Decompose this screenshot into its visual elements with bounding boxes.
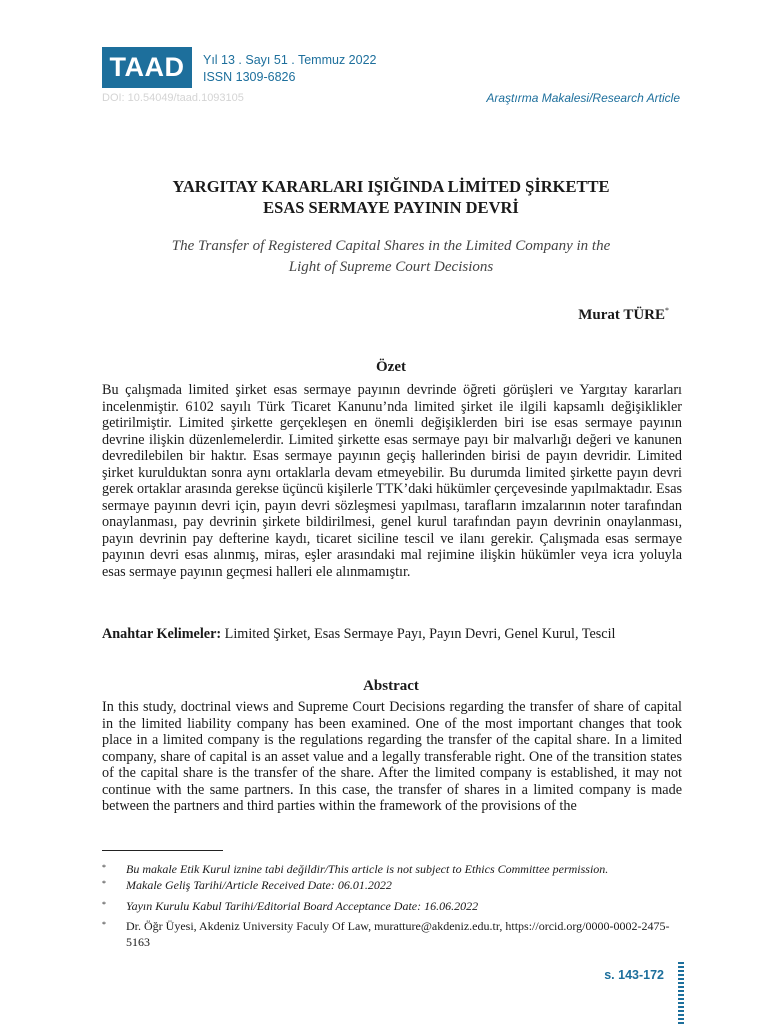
keywords-list: Limited Şirket, Esas Sermaye Payı, Payın Devri, Genel Kurul, Tescil xyxy=(224,626,616,642)
title-tr-line-1: YARGITAY KARARLARI IŞIĞINDA LİMİTED ŞİRKETTE xyxy=(172,177,610,196)
footnote-separator xyxy=(102,850,223,851)
title-turkish xyxy=(102,176,680,218)
footnote-accepted: * Yayın Kurulu Kabul Tarihi/Editorial Board Acceptance Date: 16.06.2022 xyxy=(102,899,479,913)
author-footnote-mark: * xyxy=(665,306,669,315)
issue-line: Yıl 13 . Sayı 51 . Temmuz 2022 xyxy=(203,53,377,67)
ozet-text: Bu çalışmada limited şirket esas sermaye payının devrinde öğreti görüşleri ve Yargıtay kararları incelenmiştir. 6102 sayılı Türk Ticaret Kanunu’nda limited şirket ile ilgili kapsamlı değişiklikler getirilmiştir. Limited şirkette gerçekleşen en önemli değişiklerden biri ise esas sermaye payının devrine ilişkin düzenlemelerdir. Limited şirkette esas sermaye payı bir malvarlığı değeri ve kanunen devredilebilen bir haktır. Esas sermaye payının geçiş hallerinden birisi de payın devridir. Limited şirket kurulduktan sonra aynı ortaklarla devam etmeyebilir. Bu durumda limited şirkette payın devri gerek ortaklar arasında gerekse üçüncü kişilerle TTK’daki hükümler çerçevesinde yapılmaktadır. Esas sermaye payının devri için, payın devri sözleşmesi yapılması, tarafların imzalarının noter tarafından onaylanması, pay devrinin şirkete bildirilmesi, genel kurul tarafından payın devrinin onaylanması, payın devrinin pay defterine kaydı, ticaret siciline tescil ve ilanı gerekir. Çalışmada esas sermaye payının devri esas alınmış, miras, eşler arasındaki mal rejimine ilişkin hükümler veya icra yoluyla esas sermaye payının geçmesi halleri ele alınmamıştır. xyxy=(102,382,683,580)
author xyxy=(578,306,669,324)
abstract-text: In this study, doctrinal views and Supreme Court Decisions regarding the transfer of share of capital in the limited liability company has been examined. One of the most important changes that took place in a limited company is the regulations regarding the transfer of the capital share. In a limited company, share of capital is an asset value and a legally transferable right. One of the transition states of the capital share is the transfer of the share. After the limited company is established, it may not continue with the same partners. In this case, the transfer of shares in a limited company is made between the partners and third parties within the framework of the provisions of the xyxy=(102,699,682,814)
title-en-line-1: The Transfer of Registered Capital Shares in the Limited Company in the xyxy=(171,238,611,254)
title-tr-line-2: ESAS SERMAYE PAYININ DEVRİ xyxy=(263,198,519,217)
title-en-line-2: Light of Supreme Court Decisions xyxy=(288,259,494,275)
title-english xyxy=(102,236,680,278)
page-edge-decoration xyxy=(678,962,684,1024)
article-type: Araştırma Makalesi/Research Article xyxy=(486,91,680,105)
keywords-label: Anahtar Kelimeler: xyxy=(102,626,222,642)
issn: ISSN 1309-6826 xyxy=(203,70,296,84)
author-name: Murat TÜRE xyxy=(578,307,665,323)
issue-info xyxy=(203,52,376,86)
journal-logo: TAAD xyxy=(102,47,192,88)
footnote-author: * Dr. Öğr Üyesi, Akdeniz University Faculy Of Law, muratture@akdeniz.edu.tr, https://orcid.org/0000-0002-2475-5163 xyxy=(102,919,670,949)
doi-link[interactable]: DOI: 10.54049/taad.1093105 xyxy=(102,92,244,104)
footnote-received: * Makale Geliş Tarihi/Article Received Date: 06.01.2022 xyxy=(102,878,392,892)
footnote-ethics: * Bu makale Etik Kurul iznine tabi değildir/This article is not subject to Ethics Committee permission. xyxy=(102,862,609,876)
page-range: s. 143-172 xyxy=(604,968,664,982)
ozet-heading: Özet xyxy=(376,359,406,375)
abstract-heading: Abstract xyxy=(363,678,419,694)
keywords xyxy=(102,626,682,643)
